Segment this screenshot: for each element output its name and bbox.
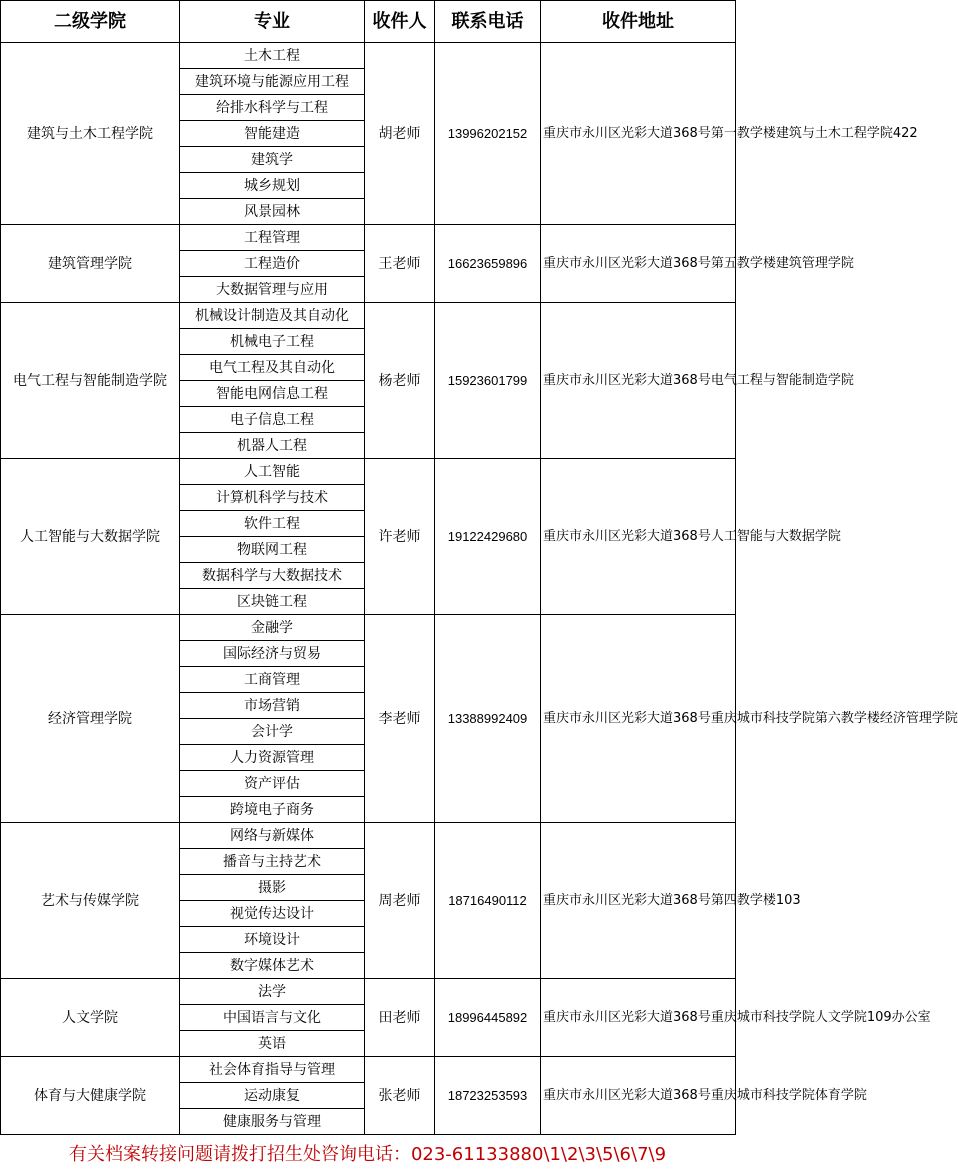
header-row (1, 1, 736, 43)
table-row (1, 459, 736, 485)
address-cell: 重庆市永川区光彩大道368号重庆城市科技学院第六教学楼经济管理学院 (541, 615, 736, 823)
major-cell: 社会体育指导与管理 (180, 1057, 365, 1083)
major-cell: 给排水科学与工程 (180, 95, 365, 121)
phone-cell: 18996445892 (435, 979, 541, 1057)
phone-cell: 13388992409 (435, 615, 541, 823)
major-cell: 资产评估 (180, 771, 365, 797)
major-cell: 城乡规划 (180, 173, 365, 199)
contact-cell: 胡老师 (365, 43, 435, 225)
contact-cell: 田老师 (365, 979, 435, 1057)
table-body (1, 43, 958, 1135)
major-cell: 智能建造 (180, 121, 365, 147)
major-cell: 土木工程 (180, 43, 365, 69)
address-cell: 重庆市永川区光彩大道368号人工智能与大数据学院 (541, 459, 736, 615)
phone-cell: 19122429680 (435, 459, 541, 615)
address-cell: 重庆市永川区光彩大道368号第一教学楼建筑与土木工程学院422 (541, 43, 736, 225)
address-cell: 重庆市永川区光彩大道368号第四教学楼103 (541, 823, 736, 979)
major-cell: 人工智能 (180, 459, 365, 485)
address-cell: 重庆市永川区光彩大道368号重庆城市科技学院体育学院 (541, 1057, 736, 1135)
table-row (1, 615, 736, 641)
major-cell: 建筑环境与能源应用工程 (180, 69, 365, 95)
major-cell: 国际经济与贸易 (180, 641, 365, 667)
major-cell: 电子信息工程 (180, 407, 365, 433)
major-cell: 播音与主持艺术 (180, 849, 365, 875)
contact-cell: 许老师 (365, 459, 435, 615)
table-row (1, 979, 736, 1005)
header-contact: 收件人 (365, 1, 435, 43)
major-cell: 计算机科学与技术 (180, 485, 365, 511)
major-cell: 网络与新媒体 (180, 823, 365, 849)
table-row (1, 303, 736, 329)
header-major: 专业 (180, 1, 365, 43)
major-cell: 软件工程 (180, 511, 365, 537)
college-cell: 电气工程与智能制造学院 (1, 303, 180, 459)
major-cell: 机械设计制造及其自动化 (180, 303, 365, 329)
major-cell: 跨境电子商务 (180, 797, 365, 823)
contact-cell: 杨老师 (365, 303, 435, 459)
major-cell: 物联网工程 (180, 537, 365, 563)
phone-cell: 18716490112 (435, 823, 541, 979)
major-cell: 数据科学与大数据技术 (180, 563, 365, 589)
major-cell: 摄影 (180, 875, 365, 901)
major-cell: 金融学 (180, 615, 365, 641)
major-cell: 工程管理 (180, 225, 365, 251)
college-cell: 人文学院 (1, 979, 180, 1057)
contact-cell: 张老师 (365, 1057, 435, 1135)
contact-cell: 王老师 (365, 225, 435, 303)
college-cell: 艺术与传媒学院 (1, 823, 180, 979)
table-row (1, 43, 736, 69)
address-cell: 重庆市永川区光彩大道368号电气工程与智能制造学院 (541, 303, 736, 459)
major-cell: 法学 (180, 979, 365, 1005)
college-cell: 人工智能与大数据学院 (1, 459, 180, 615)
major-cell: 健康服务与管理 (180, 1109, 365, 1135)
major-cell: 工程造价 (180, 251, 365, 277)
header-address: 收件地址 (541, 1, 736, 43)
college-cell: 建筑管理学院 (1, 225, 180, 303)
major-cell: 英语 (180, 1031, 365, 1057)
address-cell: 重庆市永川区光彩大道368号重庆城市科技学院人文学院109办公室 (541, 979, 736, 1057)
major-cell: 风景园林 (180, 199, 365, 225)
address-cell: 重庆市永川区光彩大道368号第五教学楼建筑管理学院 (541, 225, 736, 303)
major-cell: 会计学 (180, 719, 365, 745)
major-cell: 中国语言与文化 (180, 1005, 365, 1031)
major-cell: 数字媒体艺术 (180, 953, 365, 979)
phone-cell: 16623659896 (435, 225, 541, 303)
college-cell: 经济管理学院 (1, 615, 180, 823)
major-cell: 大数据管理与应用 (180, 277, 365, 303)
major-cell: 环境设计 (180, 927, 365, 953)
major-cell: 视觉传达设计 (180, 901, 365, 927)
major-cell: 人力资源管理 (180, 745, 365, 771)
table-row (1, 823, 736, 849)
phone-cell: 15923601799 (435, 303, 541, 459)
major-cell: 工商管理 (180, 667, 365, 693)
phone-cell: 13996202152 (435, 43, 541, 225)
major-cell: 建筑学 (180, 147, 365, 173)
major-cell: 机器人工程 (180, 433, 365, 459)
major-cell: 智能电网信息工程 (180, 381, 365, 407)
contact-cell: 李老师 (365, 615, 435, 823)
major-cell: 机械电子工程 (180, 329, 365, 355)
phone-cell: 18723253593 (435, 1057, 541, 1135)
major-cell: 运动康复 (180, 1083, 365, 1109)
table-row (1, 225, 736, 251)
college-cell: 建筑与土木工程学院 (1, 43, 180, 225)
major-cell: 区块链工程 (180, 589, 365, 615)
archive-transfer-notice: 有关档案转接问题请拨打招生处咨询电话：023-61133880\1\2\3\5\6\7\9 (0, 1135, 735, 1174)
major-cell: 电气工程及其自动化 (180, 355, 365, 381)
header-college: 二级学院 (1, 1, 180, 43)
table-row (1, 1057, 736, 1083)
contact-cell: 周老师 (365, 823, 435, 979)
college-cell: 体育与大健康学院 (1, 1057, 180, 1135)
header-phone: 联系电话 (435, 1, 541, 43)
major-cell: 市场营销 (180, 693, 365, 719)
